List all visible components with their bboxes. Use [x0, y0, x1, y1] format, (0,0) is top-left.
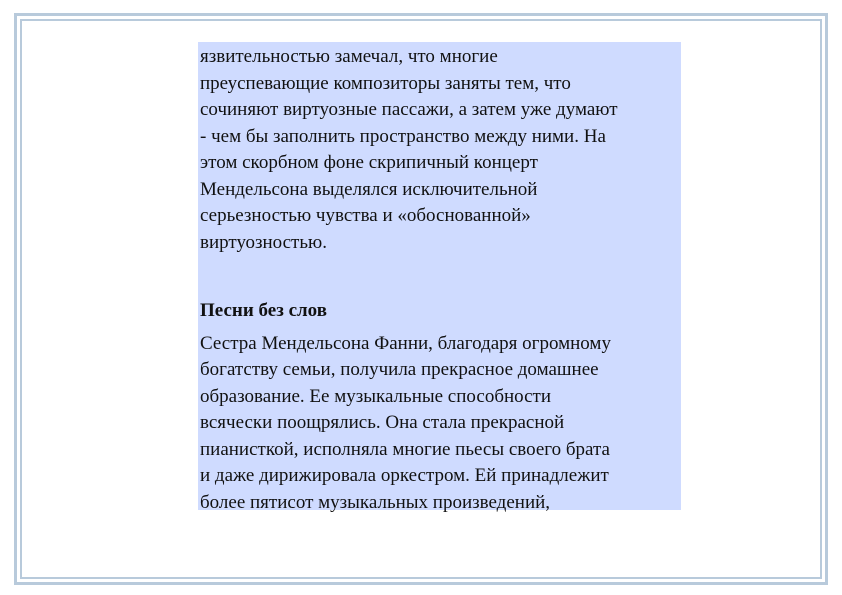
paragraph-violin-concerto: язвительностью замечал, что многие преуспевающие композиторы заняты тем, что сочиняют виртуозные пассажи, а затем уже думают - чем бы заполнить пространство между ними. На этом скорбном фоне скрипичный концерт Мендельсона выделялся исключительной серьезностью чувства и «обоснованной» виртуозностью. [200, 46, 618, 253]
section-heading: Песни без слов [200, 300, 327, 321]
paragraph-fanny: Сестра Мендельсона Фанни, благодаря огромному богатству семьи, получила прекрасное домашнее образование. Ее музыкальные способности всячески поощрялись. Она стала прекрасной пианисткой, исполняла многие пьесы своего брата и даже дирижировала оркестром. Ей принадлежит более пятисот музыкальных произведений, [200, 332, 611, 513]
text-block [198, 42, 681, 513]
